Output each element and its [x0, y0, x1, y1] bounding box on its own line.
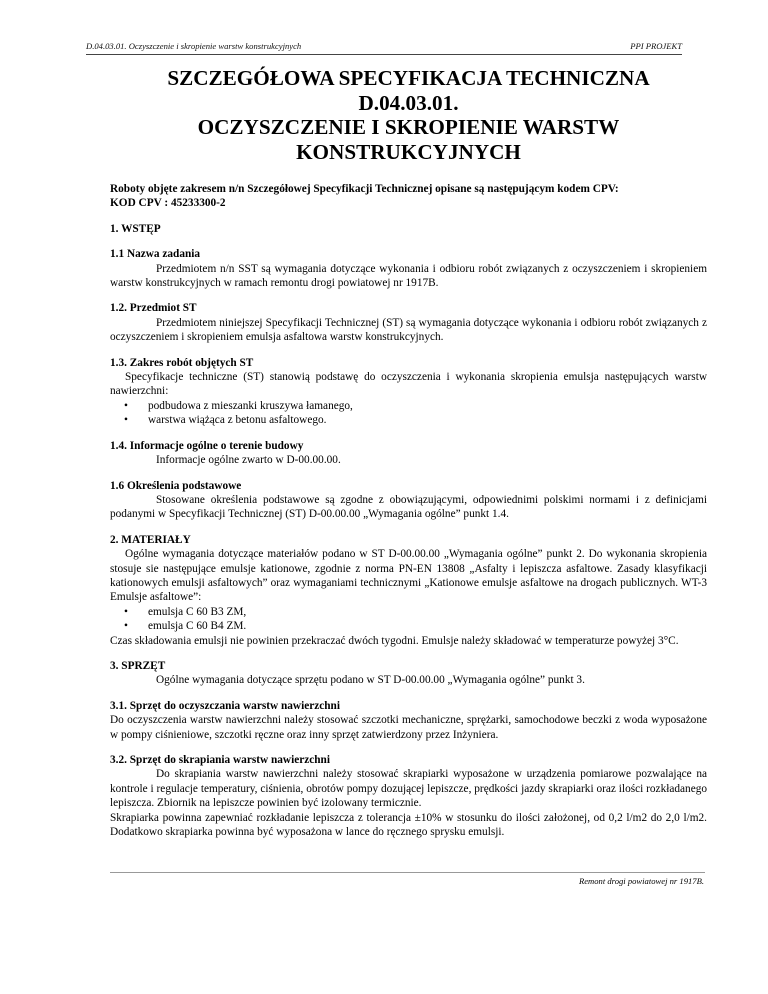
section-text: Przedmiotem n/n SST są wymagania dotyczące wykonania i odbioru robót związanych z oczyszczeniem i skropieniem warstw konstrukcyjnych w ramach remontu drogi powiatowej nr 1917B.: [110, 262, 707, 290]
cpv-description: Roboty objęte zakresem n/n Szczegółowej Specyfikacji Technicznej opisane są następującym kodem CPV:: [110, 183, 619, 195]
bullet-icon: •: [124, 399, 128, 412]
document-body: [110, 66, 707, 850]
section-text: Informacje ogólne zwarto w D-00.00.00.: [156, 454, 341, 467]
section-text: Ogólne wymagania dotyczące materiałów podano w ST D-00.00.00 „Wymagania ogólne” punkt 2. Do wykonania skropienia stosuje sie następujące emulsje kationowe, zgodnie z norma PN-EN 13808 „Asfalty i lepiszcza asfaltowe. Zasady klasyfikacji kationowych emulsji asfaltowych” oraz wymaganiami technicznymi „Kationowe emulsje asfaltowe na drogach publicznych. WT-3 Emulsje asfaltowe”:: [110, 548, 707, 604]
section-heading: 1.2. Przedmiot ST: [110, 302, 197, 315]
header-company: PPI PROJEKT: [630, 41, 682, 51]
bullet-list: [110, 605, 707, 634]
section-text: Przedmiotem niniejszej Specyfikacji Technicznej (ST) są wymagania dotyczące wykonania i odbioru robót związanych z oczyszczeniem i skropieniem emulsja asfaltowa warstw konstrukcyjnych.: [110, 316, 707, 344]
bullet-icon: •: [124, 414, 128, 427]
section-3-2: [110, 753, 707, 839]
section-heading: 1.4. Informacje ogólne o terenie budowy: [110, 439, 304, 452]
section-heading: 3. SPRZĘT: [110, 659, 166, 672]
section-text: Do skrapiania warstw nawierzchni należy stosować skrapiarki wyposażone w urządzenia pomiarowe pozwalające na kontrole i regulacje temperatury, ciśnienia, obrotów pompy dozującej lepiszcze, prędkości jazdy skrapiarki oraz ilości rozkładanego lepiszcza. Zbiornik na lepiszcze powinien być izolowany termicznie.: [110, 768, 707, 810]
section-1-2: [110, 301, 707, 344]
bullet-icon: •: [124, 605, 128, 618]
section-text: Ogólne wymagania dotyczące sprzętu podano w ST D-00.00.00 „Wymagania ogólne” punkt 3.: [156, 674, 585, 687]
section-heading: 2. MATERIAŁY: [110, 533, 191, 546]
section-1-3: [110, 356, 707, 428]
section-heading: 3.1. Sprzęt do oczyszczania warstw nawierzchni: [110, 699, 340, 712]
section-text: Skrapiarka powinna zapewniać rozkładanie lepiszcza z tolerancja ±10% w stosunku do ilości założonej, od 0,2 l/m2 do 2,0 l/m2. Dodatkowo skrapiarka powinna być wyposażona w lance do ręcznego sprysku emulsji.: [110, 811, 707, 839]
header-rule: [86, 54, 682, 55]
section-text: Do oczyszczenia warstw nawierzchni należy stosować szczotki mechaniczne, sprężarki, samochodowe beczki z woda wyposażone w pompy ciśnieniowe, szczotki ręczne oraz inny sprzęt zatwierdzony przez Inżyniera.: [110, 714, 707, 741]
section-heading: 1. WSTĘP: [110, 222, 161, 235]
list-item: • emulsja C 60 B4 ZM.: [124, 620, 247, 633]
section-heading: 1.6 Określenia podstawowe: [110, 479, 242, 492]
section-2: [110, 533, 707, 648]
section-1-1: [110, 247, 707, 290]
section-1-4: [110, 439, 707, 468]
header-document-code: D.04.03.01. Oczyszczenie i skropienie warstw konstrukcyjnych: [86, 41, 302, 51]
bullet-icon: •: [124, 620, 128, 633]
list-item: • podbudowa z mieszanki kruszywa łamanego,: [124, 399, 353, 412]
title-line: OCZYSZCZENIE I SKROPIENIE WARSTW: [197, 115, 620, 139]
title-line: KONSTRUKCYJNYCH: [296, 139, 521, 164]
list-item: • warstwa wiążąca z betonu asfaltowego.: [124, 414, 327, 427]
list-item: • emulsja C 60 B3 ZM,: [124, 605, 247, 618]
document-title: [110, 66, 707, 164]
section-1-6: [110, 479, 707, 522]
section-heading: 3.2. Sprzęt do skrapiania warstw nawierzchni: [110, 754, 330, 766]
cpv-block: [110, 182, 707, 211]
page-header: [86, 41, 682, 53]
section-heading: 1.1 Nazwa zadania: [110, 248, 201, 261]
section-3: [110, 659, 707, 688]
page-footer: Remont drogi powiatowej nr 1917B.: [578, 876, 704, 886]
section-3-1: [110, 699, 707, 742]
section-text: Stosowane określenia podstawowe są zgodne z obowiązującymi, odpowiednimi polskimi normami i z definicjami podanymi w Specyfikacji Technicznej (ST) D-00.00.00 „Wymagania ogólne” punkt 1.4.: [110, 493, 707, 521]
section-text: Specyfikacje techniczne (ST) stanowią podstawę do oczyszczenia i wykonania skropienia emulsja następujących warstw nawierzchni:: [110, 371, 707, 398]
footer-rule: [110, 872, 705, 873]
section-heading: 1.3. Zakres robót objętych ST: [110, 356, 254, 369]
title-line: D.04.03.01.: [358, 90, 459, 115]
title-line: SZCZEGÓŁOWA SPECYFIKACJA TECHNICZNA: [167, 66, 650, 90]
bullet-list: [110, 399, 707, 428]
section-text: Czas składowania emulsji nie powinien przekraczać dwóch tygodni. Emulsje należy składować w temperaturze powyżej 3°C.: [110, 634, 679, 647]
section-1: [110, 222, 707, 236]
cpv-code: KOD CPV : 45233300-2: [110, 197, 226, 210]
